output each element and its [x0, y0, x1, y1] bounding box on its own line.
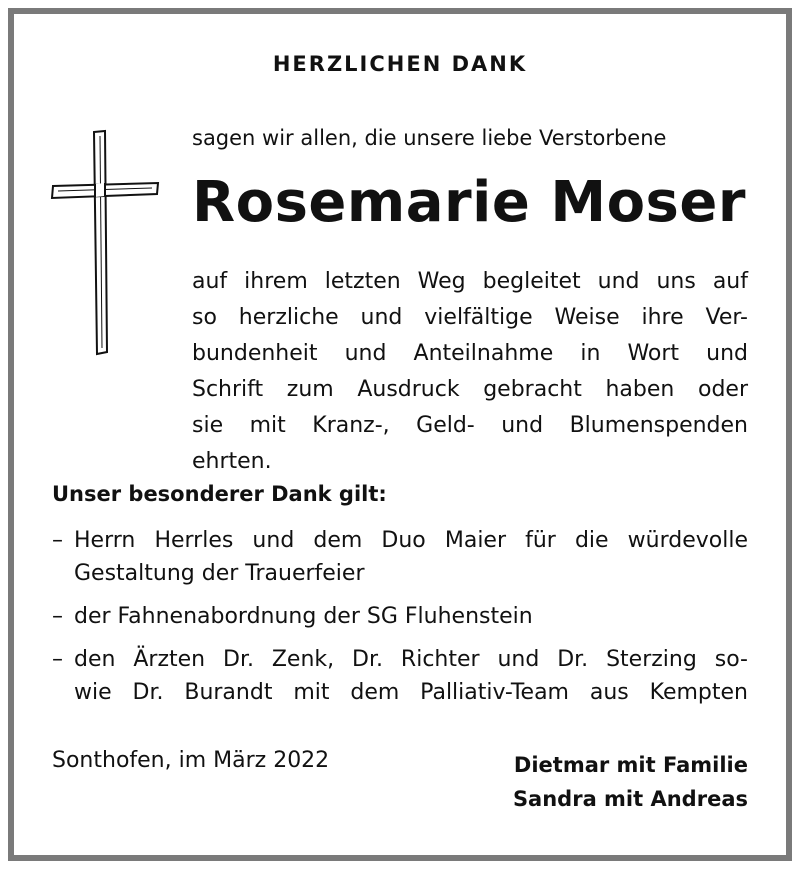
place-date: Sonthofen, im März 2022 [52, 748, 330, 773]
body-line: bundenheit und Anteilnahme in Wort und [192, 341, 748, 366]
list-item-line: wie Dr. Burandt mit dem Palliativ-Team aus Kempten [74, 680, 748, 705]
list-item-line: der Fahnenabordnung der SG Fluhenstein [74, 604, 533, 629]
intro-text: sagen wir allen, die unsere liebe Verstorbene [192, 126, 667, 150]
body-line: so herzliche und vielfältige Weise ihre Ver- [192, 305, 748, 330]
list-item-line: den Ärzten Dr. Zenk, Dr. Richter und Dr. Sterzing so- [74, 647, 748, 672]
list-item [52, 524, 748, 590]
list-item [52, 600, 748, 633]
list-item-line: Gestaltung der Trauerfeier [74, 561, 365, 586]
list-dash: – [52, 528, 63, 553]
signers [513, 748, 748, 816]
list-item-line: Herrn Herrles und dem Duo Maier für die würdevolle [74, 528, 748, 553]
body-line: ehrten. [192, 449, 272, 474]
notice-heading: HERZLICHEN DANK [272, 52, 528, 76]
list-dash: – [52, 604, 63, 629]
cross-icon [50, 128, 162, 356]
deceased-name: Rosemarie Moser [192, 170, 746, 235]
list-item [52, 643, 748, 709]
body-paragraph [192, 264, 748, 480]
thanks-title: Unser besonderer Dank gilt: [52, 482, 387, 506]
body-line: auf ihrem letzten Weg begleitet und uns auf [192, 269, 748, 294]
body-line: Schrift zum Ausdruck gebracht haben oder [192, 377, 748, 402]
signer: Sandra mit Andreas [512, 787, 748, 811]
signer: Dietmar mit Familie [513, 753, 748, 777]
body-line: sie mit Kranz-, Geld- und Blumenspenden [192, 413, 748, 438]
thanks-list [52, 524, 748, 719]
list-dash: – [52, 647, 63, 672]
